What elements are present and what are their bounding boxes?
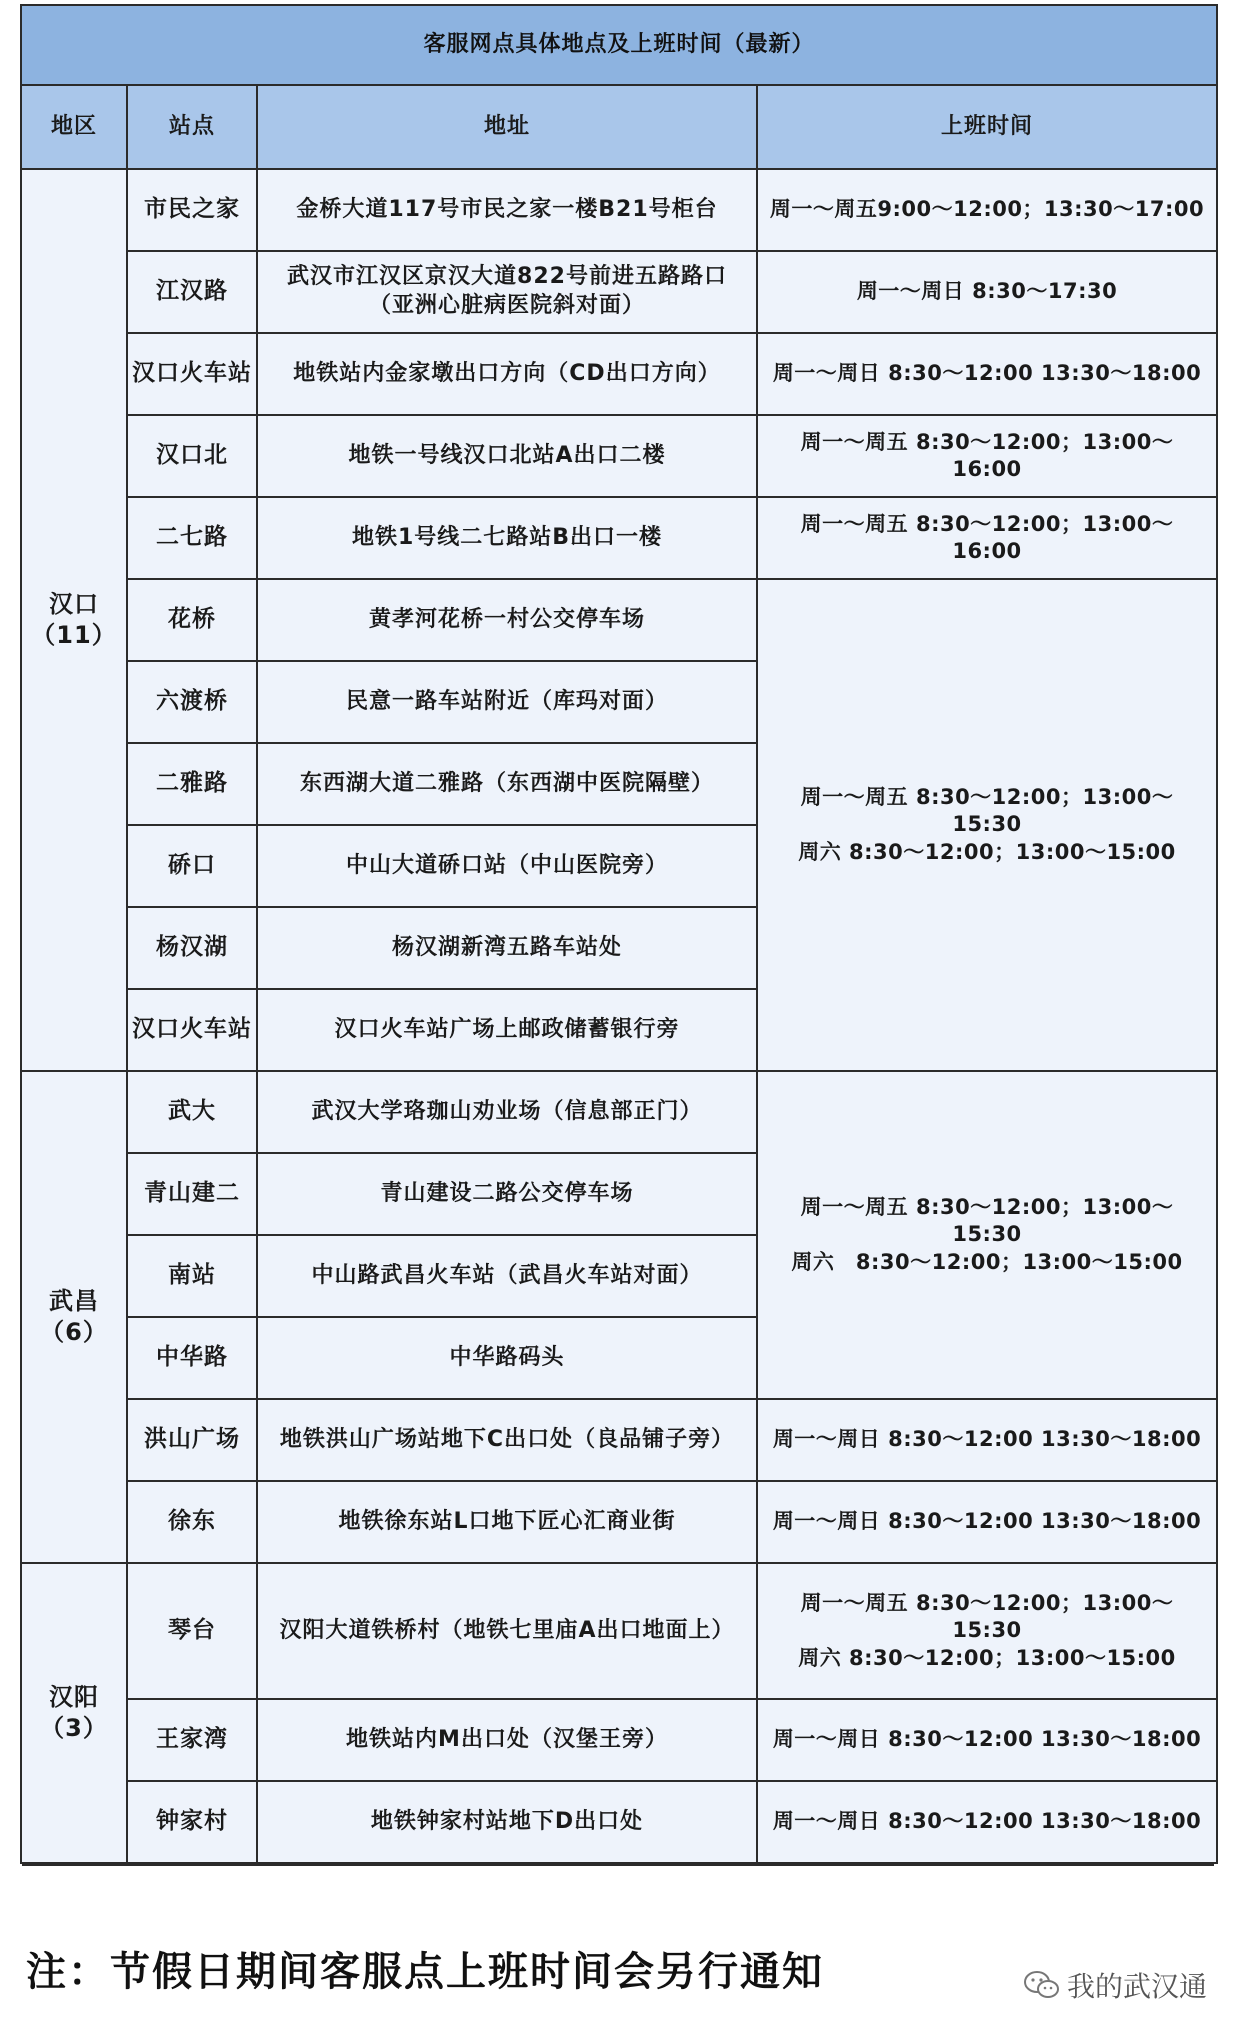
address-cell: 地铁站内金家墩出口方向（CD出口方向） (257, 333, 757, 415)
address-cell: 武汉大学珞珈山劝业场（信息部正门） (257, 1071, 757, 1153)
address-cell: 地铁站内M出口处（汉堡王旁） (257, 1699, 757, 1781)
hours-cell: 周一～周五 8:30～12:00；13:00～ 15:30 周六 8:30～12:00；13:00～15:00 (757, 1563, 1217, 1699)
address-cell: 汉口火车站广场上邮政储蓄银行旁 (257, 989, 757, 1071)
hours-cell: 周一～周日 8:30～12:00 13:30～18:00 (757, 1781, 1217, 1863)
station-cell: 花桥 (127, 579, 257, 661)
hours-cell-merged-wuchang: 周一～周五 8:30～12:00；13:00～ 15:30 周六 8:30～12:00；13:00～15:00 (757, 1071, 1217, 1399)
address-cell: 中山大道硚口站（中山医院旁） (257, 825, 757, 907)
address-cell: 汉阳大道铁桥村（地铁七里庙A出口地面上） (257, 1563, 757, 1699)
address-cell: 黄孝河花桥一村公交停车场 (257, 579, 757, 661)
station-cell: 汉口北 (127, 415, 257, 497)
wechat-icon (1023, 1970, 1061, 2000)
hours-cell: 周一～周日 8:30～12:00 13:30～18:00 (757, 1699, 1217, 1781)
station-cell: 汉口火车站 (127, 333, 257, 415)
station-cell: 钟家村 (127, 1781, 257, 1863)
address-cell: 中山路武昌火车站（武昌火车站对面） (257, 1235, 757, 1317)
address-cell: 金桥大道117号市民之家一楼B21号柜台 (257, 169, 757, 251)
service-point-table (20, 4, 1218, 1864)
hours-cell: 周一～周日 8:30～12:00 13:30～18:00 (757, 333, 1217, 415)
station-cell: 二雅路 (127, 743, 257, 825)
station-cell: 硚口 (127, 825, 257, 907)
region-wuchang: 武昌 （6） (21, 1071, 127, 1563)
holiday-note: 注：节假日期间客服点上班时间会另行通知 (26, 1949, 824, 1995)
hours-cell: 周一～周五 8:30～12:00；13:00～ 16:00 (757, 415, 1217, 497)
address-cell: 地铁一号线汉口北站A出口二楼 (257, 415, 757, 497)
address-cell: 地铁钟家村站地下D出口处 (257, 1781, 757, 1863)
header-address: 地址 (257, 85, 757, 169)
station-cell: 江汉路 (127, 251, 257, 333)
address-cell: 武汉市江汉区京汉大道822号前进五路路口 （亚洲心脏病医院斜对面） (257, 251, 757, 333)
header-hours: 上班时间 (757, 85, 1217, 169)
station-cell: 市民之家 (127, 169, 257, 251)
hours-cell: 周一～周五 8:30～12:00；13:00～ 16:00 (757, 497, 1217, 579)
station-cell: 六渡桥 (127, 661, 257, 743)
hours-cell-merged-hankou: 周一～周五 8:30～12:00；13:00～ 15:30 周六 8:30～12:00；13:00～15:00 (757, 579, 1217, 1071)
station-cell: 王家湾 (127, 1699, 257, 1781)
table-title: 客服网点具体地点及上班时间（最新） (21, 5, 1217, 85)
address-cell: 杨汉湖新湾五路车站处 (257, 907, 757, 989)
address-cell: 地铁洪山广场站地下C出口处（良品铺子旁） (257, 1399, 757, 1481)
region-hanyang: 汉阳 （3） (21, 1563, 127, 1863)
address-cell: 地铁1号线二七路站B出口一楼 (257, 497, 757, 579)
station-cell: 武大 (127, 1071, 257, 1153)
header-region: 地区 (21, 85, 127, 169)
address-cell: 东西湖大道二雅路（东西湖中医院隔壁） (257, 743, 757, 825)
station-cell: 杨汉湖 (127, 907, 257, 989)
brand-name: 我的武汉通 (1066, 1970, 1207, 2003)
station-cell: 汉口火车站 (127, 989, 257, 1071)
region-hankou: 汉口 （11） (21, 169, 127, 1071)
station-cell: 中华路 (127, 1317, 257, 1399)
hours-cell: 周一～周日 8:30～12:00 13:30～18:00 (757, 1399, 1217, 1481)
address-cell: 青山建设二路公交停车场 (257, 1153, 757, 1235)
hours-cell: 周一～周日 8:30～17:30 (757, 251, 1217, 333)
address-cell: 民意一路车站附近（库玛对面） (257, 661, 757, 743)
address-cell: 中华路码头 (257, 1317, 757, 1399)
brand-watermark (1023, 1965, 1207, 2005)
station-cell: 徐东 (127, 1481, 257, 1563)
hours-cell: 周一～周五9:00～12:00；13:30～17:00 (757, 169, 1217, 251)
station-cell: 南站 (127, 1235, 257, 1317)
header-station: 站点 (127, 85, 257, 169)
station-cell: 二七路 (127, 497, 257, 579)
station-cell: 琴台 (127, 1563, 257, 1699)
address-cell: 地铁徐东站L口地下匠心汇商业街 (257, 1481, 757, 1563)
hours-cell: 周一～周日 8:30～12:00 13:30～18:00 (757, 1481, 1217, 1563)
station-cell: 洪山广场 (127, 1399, 257, 1481)
station-cell: 青山建二 (127, 1153, 257, 1235)
